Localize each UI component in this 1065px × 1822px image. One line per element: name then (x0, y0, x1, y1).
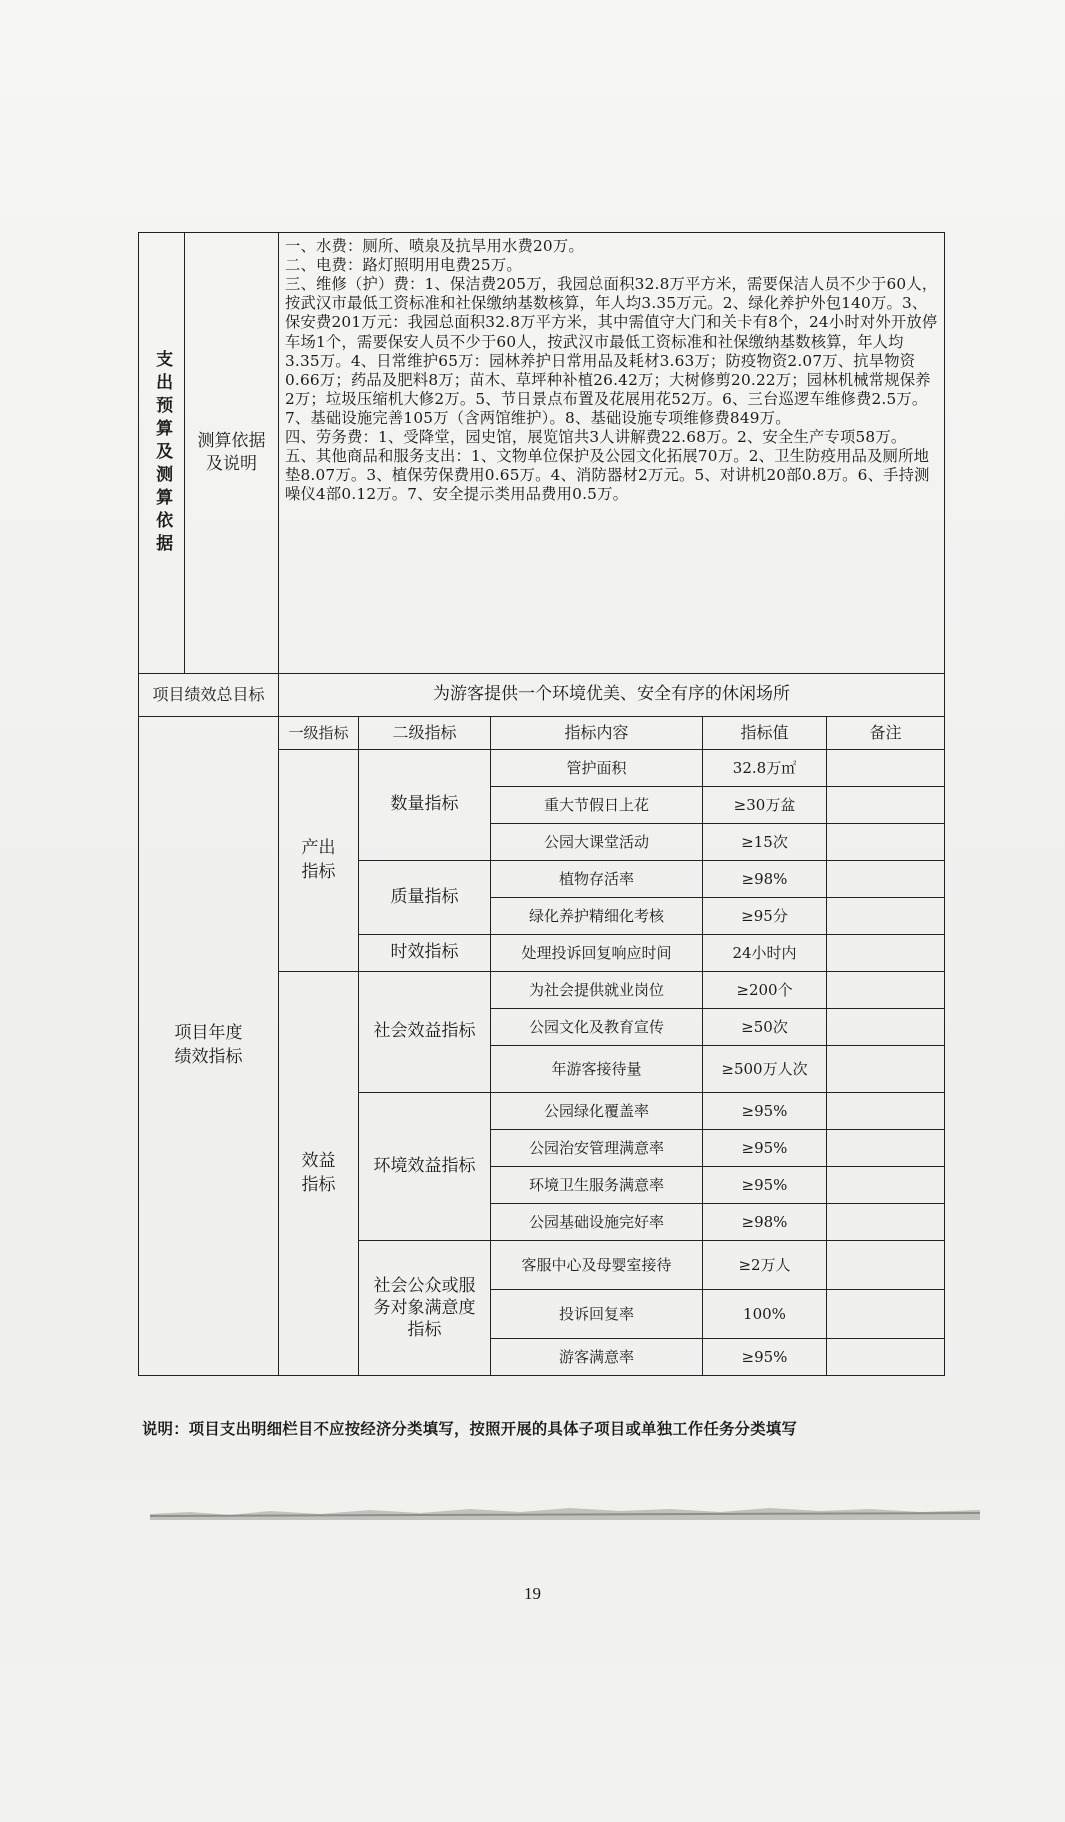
row-value: ≥95% (703, 1339, 827, 1376)
indicator-side-label: 项目年度绩效指标 (174, 1023, 243, 1067)
header-content: 指标内容 (491, 717, 703, 750)
row-value: ≥50次 (703, 1009, 827, 1046)
header-value: 指标值 (703, 717, 827, 750)
environment-cell (359, 1093, 491, 1241)
row-content: 投诉回复率 (491, 1290, 703, 1339)
row-value: ≥98% (703, 1204, 827, 1241)
row-content: 植物存活率 (491, 861, 703, 898)
row-remark (827, 1204, 945, 1241)
performance-form-table (138, 232, 945, 1376)
quality-label: 质量指标 (390, 886, 459, 907)
row-remark (827, 1130, 945, 1167)
row-value: ≥30万盆 (703, 787, 827, 824)
row-remark (827, 1167, 945, 1204)
indicator-header-row (139, 717, 945, 750)
row-value: ≥95% (703, 1130, 827, 1167)
row-value: ≥15次 (703, 824, 827, 861)
row-content: 公园治安管理满意率 (491, 1130, 703, 1167)
row-content: 公园文化及教育宣传 (491, 1009, 703, 1046)
basis-detail-cell (279, 233, 945, 674)
row-content: 游客满意率 (491, 1339, 703, 1376)
row-value: ≥98% (703, 861, 827, 898)
satisfaction-cell (359, 1241, 491, 1376)
benefit-cell (279, 972, 359, 1376)
row-remark (827, 1046, 945, 1093)
row-content: 公园绿化覆盖率 (491, 1093, 703, 1130)
row-remark (827, 1009, 945, 1046)
detail-other: 五、其他商品和服务支出：1、文物单位保护及公园文化拓展70万。2、卫生防疫用品及厕所地垫8.07万。3、植保劳保费用0.65万。4、消防器材2万元。5、对讲机20部0.8万。6、手持测噪仪4部0.12万。7、安全提示类用品费用0.5万。 (285, 447, 930, 504)
row-remark (827, 972, 945, 1009)
row-content: 管护面积 (491, 750, 703, 787)
benefit-label: 效益指标 (301, 1150, 336, 1195)
row-content: 处理投诉回复响应时间 (491, 935, 703, 972)
environment-label: 环境效益指标 (373, 1155, 476, 1176)
row-remark (827, 1290, 945, 1339)
row-remark (827, 898, 945, 935)
timeliness-label: 时效指标 (390, 942, 459, 963)
quality-cell (359, 861, 491, 935)
row-remark (827, 1093, 945, 1130)
header-level1: 一级指标 (279, 717, 359, 750)
basis-label-cell (185, 233, 279, 674)
budget-side-label: 支出预算及测算依据 (152, 349, 173, 557)
row-value: 32.8万㎡ (703, 750, 827, 787)
basis-label: 测算依据及说明 (197, 431, 266, 474)
detail-water: 一、水费：厕所、喷泉及抗旱用水费20万。 (285, 237, 584, 255)
quantity-cell (359, 750, 491, 861)
social-label: 社会效益指标 (373, 1021, 476, 1042)
torn-edge-shadow (150, 1500, 980, 1522)
budget-basis-row (139, 233, 945, 674)
overall-goal-row (139, 674, 945, 717)
row-content: 客服中心及母婴室接待 (491, 1241, 703, 1290)
row-value: ≥500万人次 (703, 1046, 827, 1093)
row-remark (827, 750, 945, 787)
row-value: 100% (703, 1290, 827, 1339)
page-number: 19 (524, 1584, 541, 1603)
row-remark (827, 1241, 945, 1290)
timeliness-cell (359, 935, 491, 972)
row-value: ≥95% (703, 1167, 827, 1204)
row-content: 绿化养护精细化考核 (491, 898, 703, 935)
detail-maintenance: 三、维修（护）费：1、保洁费205万，我园总面积32.8万平方米，需要保洁人员不少于60人，按武汉市最低工资标准和社保缴纳基数核算，年人均3.35万元。2、绿化养护外包140万。3、保安费201万元：我园总面积32.8万平方米，其中需值守大门和关卡有8个，24小时对外开放停车场1个，需要保安人员不少于60人，按武汉市最低工资标准和社保缴纳基数核算，年人均3.35万。4、日常维护65万：园林养护日常用品及耗材3.63万；防疫物资2.07万、抗旱物资0.66万；药品及肥料8万；苗木、草坪种补植26.42万；大树修剪20.22万；园林机械常规保养2万；垃圾压缩机大修2万。5、节日景点布置及花展用花52万。6、三台巡逻车维修费2.5万。7、基础设施完善105万（含两馆维护）。8、基础设施专项维修费849万。 (285, 275, 938, 427)
row-value: 24小时内 (703, 935, 827, 972)
row-content: 公园基础设施完好率 (491, 1204, 703, 1241)
row-content: 年游客接待量 (491, 1046, 703, 1093)
detail-labor: 四、劳务费：1、受降堂，园史馆，展览馆共3人讲解费22.68万。2、安全生产专项58万。 (285, 428, 907, 447)
row-value: ≥2万人 (703, 1241, 827, 1290)
goal-text: 为游客提供一个环境优美、安全有序的休闲场所 (279, 674, 945, 717)
social-cell (359, 972, 491, 1093)
output-cell (279, 750, 359, 972)
row-value: ≥200个 (703, 972, 827, 1009)
budget-side-cell (139, 233, 185, 674)
row-remark (827, 824, 945, 861)
row-remark (827, 935, 945, 972)
row-value: ≥95% (703, 1093, 827, 1130)
indicator-side-cell (139, 717, 279, 1376)
satisfaction-label: 社会公众或服务对象满意度指标 (373, 1275, 476, 1341)
row-content: 为社会提供就业岗位 (491, 972, 703, 1009)
row-remark (827, 861, 945, 898)
output-label: 产出指标 (301, 837, 336, 882)
row-content: 公园大课堂活动 (491, 824, 703, 861)
header-remark: 备注 (827, 717, 945, 750)
detail-electricity: 二、电费：路灯照明用电费25万。 (285, 256, 522, 275)
footnote: 说明：项目支出明细栏目不应按经济分类填写，按照开展的具体子项目或单独工作任务分类填写 (142, 1420, 798, 1438)
row-content: 环境卫生服务满意率 (491, 1167, 703, 1204)
header-level2: 二级指标 (359, 717, 491, 750)
goal-label: 项目绩效总目标 (139, 674, 279, 717)
row-content: 重大节假日上花 (491, 787, 703, 824)
quantity-label: 数量指标 (390, 794, 459, 815)
row-remark (827, 1339, 945, 1376)
row-remark (827, 787, 945, 824)
row-value: ≥95分 (703, 898, 827, 935)
